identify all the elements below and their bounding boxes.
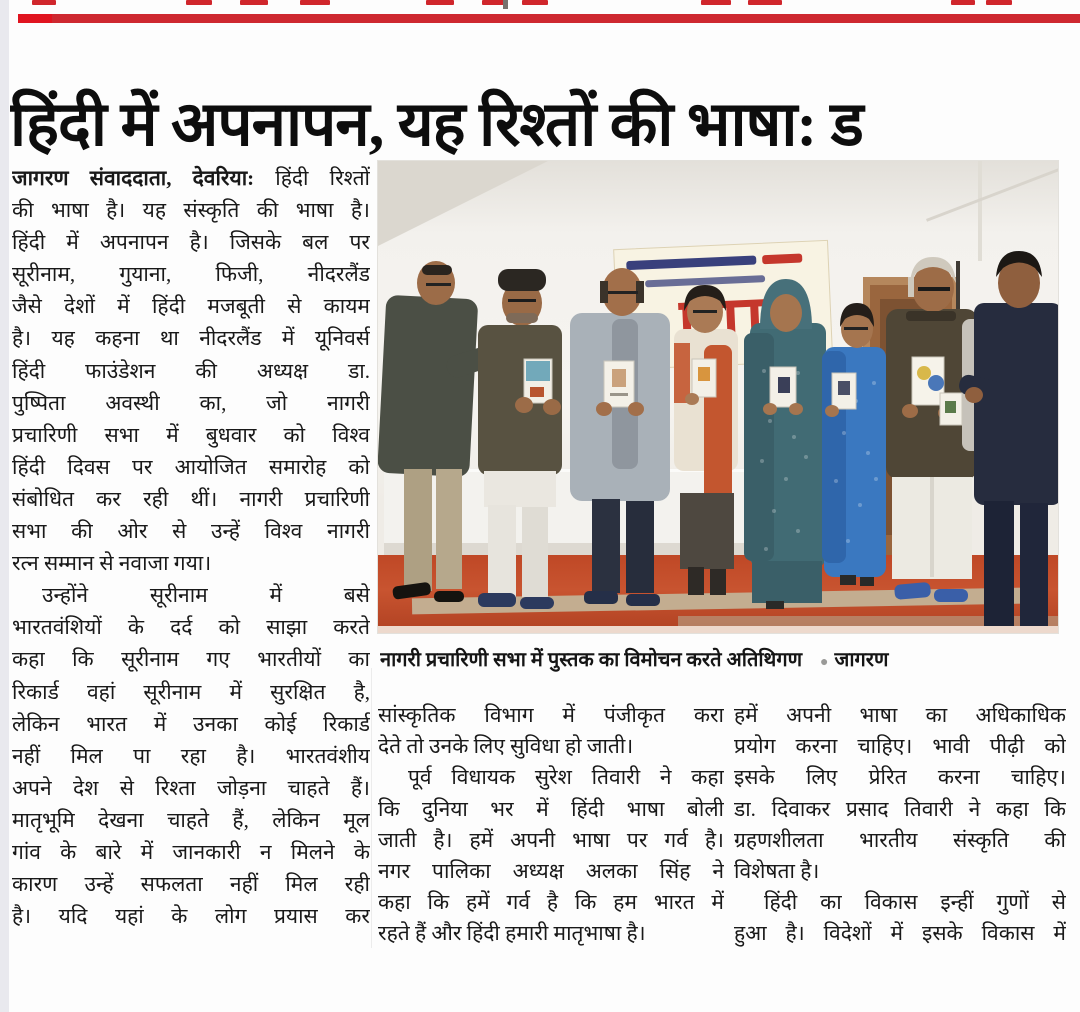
article-line: रिकार्ड वहां सूरीनाम में सुरक्षित है, bbox=[12, 679, 370, 704]
article-line: जागरण संवाददाता, देवरिया: हिंदी रिश्तों bbox=[12, 166, 370, 190]
article-line: हिंदी फाउंडेशन की अध्यक्ष डा. bbox=[12, 358, 370, 383]
article-line: हुआ है। विदेशों में इसके विकास में bbox=[734, 921, 1066, 946]
article-column-middle bbox=[378, 700, 724, 950]
article-line: सूरीनाम, गुयाना, फिजी, नीदरलैंड bbox=[12, 262, 370, 287]
article-line: इसके लिए प्रेरित करना चाहिए। bbox=[734, 765, 1066, 790]
article-line: भारतवंशियों के दर्द को साझा करते bbox=[12, 615, 370, 640]
article-line: कि दुनिया भर में हिंदी भाषा बोली bbox=[378, 796, 724, 821]
article-line: प्रयोग करना चाहिए। भावी पीढ़ी को bbox=[734, 734, 1066, 759]
article-line: की भाषा है। यह संस्कृति की भाषा है। bbox=[12, 198, 370, 223]
article-line: नगर पालिका अध्यक्ष अलका सिंह ने bbox=[378, 858, 724, 883]
article-line: लेकिन भारत में उनका कोई रिकार्ड bbox=[12, 711, 370, 736]
photo-book-7 bbox=[940, 393, 962, 425]
article-line: हिंदी दिवस पर आयोजित समारोह को bbox=[12, 454, 370, 479]
article-line: है। यदि यहां के लोग प्रयास कर bbox=[12, 904, 370, 929]
article-line: हिंदी में अपनापन है। जिसके बल पर bbox=[12, 230, 370, 255]
article-line: उन्होंने सूरीनाम में बसे bbox=[42, 583, 370, 608]
article-line: संबोधित कर रही थीं। नागरी प्रचारिणी bbox=[12, 486, 370, 511]
article-line: कहा कि हमें गर्व है कि हम भारत में bbox=[378, 890, 724, 915]
photo-bottom-strip bbox=[378, 626, 1058, 633]
photo-person-5 bbox=[744, 279, 826, 609]
article-column-right bbox=[734, 700, 1066, 950]
article-line: डा. दिवाकर प्रसाद तिवारी ने कहा कि bbox=[734, 796, 1066, 821]
article-line: विशेषता है। bbox=[734, 858, 820, 883]
article-line: रत्न सम्मान से नवाजा गया। bbox=[12, 551, 212, 576]
article-line: है। यह कहना था नीदरलैंड में यूनिवर्स bbox=[12, 326, 370, 351]
photo-person-4 bbox=[674, 285, 738, 595]
article-line: पूर्व विधायक सुरेश तिवारी ने कहा bbox=[408, 765, 724, 790]
article-line: ग्रहणशीलता भारतीय संस्कृति की bbox=[734, 827, 1066, 852]
news-photo-illustration bbox=[378, 161, 1058, 633]
caption-bullet-icon: ● bbox=[820, 655, 829, 670]
article-line: देते तो उनके लिए सुविधा हो जाती। bbox=[378, 734, 634, 759]
column-gutter-rule bbox=[371, 668, 372, 948]
article-line: पुष्पिता अवस्थी का, जो नागरी bbox=[12, 390, 370, 415]
article-line: सांस्कृतिक विभाग में पंजीकृत करा bbox=[378, 703, 724, 727]
photo-caption bbox=[380, 645, 1060, 681]
article-line: कारण उन्हें सफलता नहीं मिल रही bbox=[12, 872, 370, 897]
article-line: मातृभूमि देखना चाहते हैं, लेकिन मूल bbox=[12, 807, 370, 832]
article-line: जाती है। हमें अपनी भाषा पर गर्व है। bbox=[378, 827, 724, 852]
article-line: रहते हैं और हिंदी हमारी मातृभाषा है। bbox=[378, 921, 646, 946]
article-line: जैसे देशों में हिंदी मजबूती से कायम bbox=[12, 294, 370, 319]
scan-edge-strip bbox=[0, 0, 9, 1012]
article-line: सभा की ओर से उन्हें विश्व नागरी bbox=[12, 519, 370, 544]
article-line: अपने देश से रिश्ता जोड़ना चाहते हैं। bbox=[12, 775, 370, 800]
article-line: हमें अपनी भाषा का अधिकाधिक bbox=[734, 703, 1066, 727]
news-photo bbox=[378, 161, 1058, 633]
photo-caption-text: नागरी प्रचारिणी सभा में पुस्तक का विमोचन करते अतिथिगण bbox=[380, 649, 803, 671]
article-headline: हिंदी में अपनापन, यह रिश्तों की भाषा: ड bbox=[10, 90, 863, 159]
photo-credit: जागरण bbox=[834, 649, 889, 671]
article-line: नहीं मिल पा रहा है। भारतवंशीय bbox=[12, 743, 370, 768]
byline-lead: जागरण संवाददाता, देवरिया: bbox=[12, 166, 255, 190]
article-column-left bbox=[12, 162, 370, 932]
article-line: गांव के बारे में जानकारी न मिलने के bbox=[12, 839, 370, 864]
masthead-rule bbox=[18, 14, 1080, 23]
article-line: हिंदी का विकास इन्हीं गुणों से bbox=[764, 890, 1066, 915]
article-line: कहा कि सूरीनाम गए भारतीयों का bbox=[12, 647, 370, 672]
article-line: प्रचारिणी सभा में बुधवार को विश्व bbox=[12, 422, 370, 447]
